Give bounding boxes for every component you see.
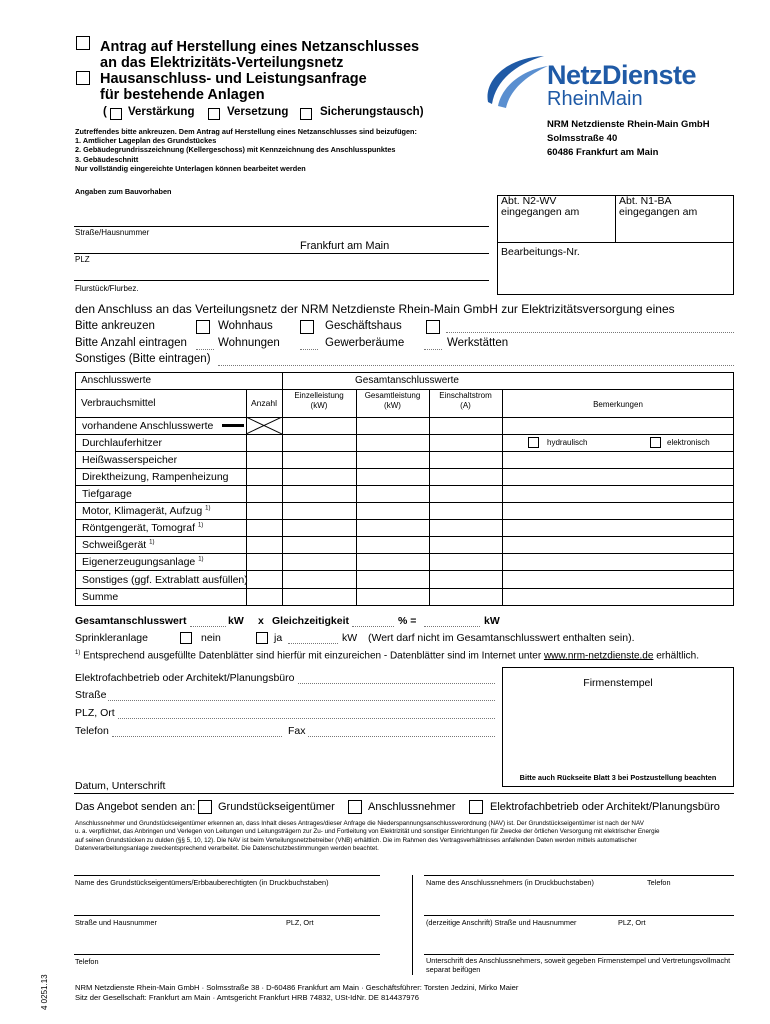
label-send-owner: Grundstückseigentümer — [218, 801, 335, 813]
checkbox-send-contractor[interactable] — [469, 800, 483, 814]
checkbox-sprinkler-ja[interactable] — [256, 632, 268, 644]
unit-kw-2: kW — [484, 615, 500, 627]
header-gesamtleistung — [356, 391, 429, 411]
row-schweissgeraet — [82, 539, 154, 551]
taker-address-label: (derzeitige Anschrift) Straße und Hausnummer — [426, 918, 577, 927]
checkbox-hausanschluss[interactable] — [76, 71, 90, 85]
header-anschlusswerte: Anschlusswerte — [81, 375, 152, 386]
row-roentgen — [82, 522, 203, 534]
flurstueck-line — [74, 280, 489, 281]
office-n1-line2: eingegangen am — [619, 206, 698, 218]
taker-address-line[interactable] — [424, 915, 734, 916]
processing-number-label: Bearbeitungs-Nr. — [501, 246, 580, 258]
crossed-out-cell-icon — [246, 417, 282, 434]
row-motor — [82, 505, 211, 517]
row-durchlauferhitzer: Durchlauferhitzer — [82, 437, 162, 449]
count-gewerbe-field[interactable] — [300, 349, 318, 350]
footnote-mark: 1) — [205, 505, 211, 512]
footnote — [75, 650, 699, 661]
project-heading: Angaben zum Bauvorhaben — [75, 187, 172, 196]
checkbox-send-owner[interactable] — [198, 800, 212, 814]
street-line — [74, 226, 489, 227]
city-value[interactable]: Frankfurt am Main — [300, 240, 390, 252]
header-einzelleistung — [282, 391, 356, 411]
office-n2-line2: eingegangen am — [501, 206, 580, 218]
count-wohnungen-field[interactable] — [196, 349, 214, 350]
footnote-text: Entsprechend ausgefüllte Datenblätter sind hierfür mit einzureichen - Datenblätter sind im Internet unter — [83, 650, 542, 662]
footer-line-1: NRM Netzdienste Rhein-Main GmbH · Solmsstraße 38 · D-60486 Frankfurt am Main · Geschäftsführer: Torsten Jedzini, Mirko Maier — [75, 983, 519, 992]
checkbox-sicherungstausch[interactable] — [300, 108, 312, 120]
title-line-1: Antrag auf Herstellung eines Netzanschlusses — [100, 39, 420, 55]
header-gesamtleistung-l2: (kW) — [384, 401, 401, 410]
contractor-street-label: Straße — [75, 689, 107, 701]
header-verbrauchsmittel: Verbrauchsmittel — [81, 398, 156, 409]
checkbox-hydraulisch[interactable] — [528, 437, 539, 448]
footnote-end: erhältlich. — [656, 650, 700, 662]
footnote-mark: 1) — [75, 650, 81, 656]
tick-label: Bitte ankreuzen — [75, 320, 155, 332]
contractor-field[interactable] — [298, 683, 495, 684]
stamp-label: Firmenstempel — [583, 677, 653, 689]
note-line-2: 1. Amtlicher Lageplan des Grundstückes — [75, 136, 217, 146]
header-bemerkungen: Bemerkungen — [593, 400, 643, 409]
legal-line-3: auf seinen Grundstücken zu dulden (§§ 5, 10, 12). Die NAV ist beim Verteilungsnetzbetreiber (VNB) erhältlich. Die im Rahmen des Vertragsverhältnisses anfallenden Daten werden mittels automatischer — [75, 836, 637, 844]
option-versetzung: Versetzung — [227, 106, 289, 118]
taker-signature-line[interactable] — [424, 954, 734, 955]
checkbox-elektronisch[interactable] — [650, 437, 661, 448]
title-line-4: für bestehende Anlagen — [100, 87, 265, 103]
row-direktheizung: Direktheizung, Rampenheizung — [82, 471, 229, 483]
other-field[interactable] — [218, 365, 734, 366]
title-line-2: an das Elektrizitäts-Verteilungsnetz — [100, 55, 344, 71]
owner-name-label: Name des Grundstückseigentümers/Erbbauberechtigten (in Druckbuchstaben) — [75, 878, 329, 887]
form-number: 4 0251.13 — [40, 974, 49, 1010]
gleichzeitigkeit-label: Gleichzeitigkeit — [272, 615, 350, 627]
label-gewerberaeume: Gewerberäume — [325, 337, 405, 349]
row-motor-text: Motor, Klimagerät, Aufzug — [82, 505, 203, 517]
other-label: Sonstiges (Bitte eintragen) — [75, 353, 211, 365]
gleichzeitigkeit-field[interactable] — [352, 626, 394, 627]
label-send-contractor: Elektrofachbetrieb oder Architekt/Planungsbüro — [490, 801, 720, 813]
row-roentgen-text: Röntgengerät, Tomograf — [82, 522, 196, 534]
footnote-link[interactable]: www.nrm-netzdienste.de — [543, 650, 654, 662]
taker-plz-label: PLZ, Ort — [618, 918, 646, 927]
header-anzahl: Anzahl — [251, 398, 277, 408]
note-line-4: 3. Gebäudeschnitt — [75, 154, 139, 164]
checkbox-send-taker[interactable] — [348, 800, 362, 814]
paren-open: ( — [103, 106, 107, 118]
unit-kw-3: kW — [342, 632, 358, 644]
checkbox-wohnhaus[interactable] — [196, 320, 210, 334]
contractor-fax-field[interactable] — [308, 736, 495, 737]
legal-text — [75, 820, 737, 854]
taker-phone-label: Telefon — [647, 878, 671, 887]
header-einschaltstrom-l1: Einschaltstrom — [439, 391, 492, 400]
label-elektronisch: elektronisch — [667, 438, 710, 447]
contractor-phone-label: Telefon — [75, 725, 109, 737]
header-gesamtanschlusswerte: Gesamtanschlusswerte — [355, 375, 459, 386]
option-sicherungstausch: Sicherungstausch) — [320, 106, 424, 118]
recipient-address — [547, 118, 710, 160]
office-n2-label — [501, 196, 579, 218]
option-verstaerkung: Verstärkung — [128, 106, 195, 118]
office-box-hline — [497, 242, 734, 243]
result-field[interactable] — [424, 626, 480, 627]
contractor-phone-field[interactable] — [112, 736, 282, 737]
stamp-note: Bitte auch Rückseite Blatt 3 bei Postzustellung beachten — [519, 773, 717, 782]
label-wohnhaus: Wohnhaus — [218, 320, 273, 332]
label-ja: ja — [274, 632, 283, 644]
gesamt-field[interactable] — [190, 626, 226, 627]
section-divider — [74, 793, 734, 794]
signature-divider — [412, 875, 413, 975]
contractor-label: Elektrofachbetrieb oder Architekt/Planungsbüro — [75, 672, 295, 684]
sprinkler-note: (Wert darf nicht im Gesamtanschlusswert enthalten sein). — [368, 632, 635, 644]
sprinkler-label: Sprinkleranlage — [75, 632, 148, 644]
checkbox-geschaeftshaus[interactable] — [300, 320, 314, 334]
footer-text — [75, 983, 518, 1003]
owner-phone-line[interactable] — [74, 954, 380, 955]
taker-name-line[interactable] — [424, 875, 734, 876]
row-tiefgarage: Tiefgarage — [82, 488, 132, 500]
dash-marker — [222, 424, 244, 427]
taker-signature-l2: separat beifügen — [426, 965, 481, 974]
row-eigenerzeugung — [82, 556, 204, 568]
checkbox-netzanschluss[interactable] — [76, 36, 90, 50]
note-line-3: 2. Gebäudegrundrisszeichnung (Kellergeschoss) mit Kennzeichnung des Anschlusspunktes — [75, 145, 396, 155]
label-wohnungen: Wohnungen — [218, 337, 280, 349]
label-nein: nein — [201, 632, 221, 644]
footnote-mark: 1) — [198, 556, 204, 563]
send-to-label: Das Angebot senden an: — [75, 801, 196, 813]
row-vorhandene: vorhandene Anschlusswerte — [82, 420, 214, 432]
street-label: Straße/Hausnummer — [75, 228, 150, 237]
logo-text-rheinmain: RheinMain — [547, 88, 643, 110]
header-einzelleistung-l2: (kW) — [310, 401, 328, 410]
owner-street-label: Straße und Hausnummer — [75, 918, 157, 927]
header-einschaltstrom-l2: (A) — [460, 401, 471, 410]
note-line-5: Nur vollständig eingereichte Unterlagen können bearbeitet werden — [75, 163, 306, 173]
office-n1-line1: Abt. N1-BA — [619, 195, 672, 207]
header-gesamtleistung-l1: Gesamtleistung — [364, 391, 421, 400]
label-hydraulisch: hydraulisch — [547, 438, 588, 447]
row-sonstiges: Sonstiges (ggf. Extrablatt ausfüllen) — [82, 574, 248, 586]
row-heisswasserspeicher: Heißwasserspeicher — [82, 454, 178, 466]
plz-label: PLZ — [75, 255, 90, 264]
count-werkstaetten-field[interactable] — [424, 349, 442, 350]
logo-text-netzdienste: NetzDienste — [547, 60, 697, 90]
owner-street-line[interactable] — [74, 915, 380, 916]
contractor-plz-label: PLZ, Ort — [75, 707, 115, 719]
legal-line-4: Datenverarbeitungsanlage zweckentsprechend verarbeitet. Die Datenschutzbestimmungen werden beachtet. — [75, 845, 379, 853]
office-n1-label — [619, 196, 697, 218]
address-company: NRM Netzdienste Rhein-Main GmbH — [547, 119, 710, 130]
office-n2-line1: Abt. N2-WV — [501, 195, 557, 207]
checkbox-other-type[interactable] — [426, 320, 440, 334]
checkbox-versetzung[interactable] — [208, 108, 220, 120]
date-signature-label: Datum, Unterschrift — [75, 780, 166, 792]
title-line-3: Hausanschluss- und Leistungsanfrage — [100, 71, 367, 87]
other-type-line[interactable] — [446, 332, 734, 333]
contractor-plz-field[interactable] — [118, 718, 495, 719]
footnote-mark: 1) — [197, 522, 204, 529]
label-geschaeftshaus: Geschäftshaus — [325, 320, 402, 332]
netzdienste-logo-icon — [482, 52, 552, 110]
times-sign: x — [258, 615, 264, 627]
footnote-mark: 1) — [149, 539, 155, 546]
taker-signature-l1: Unterschrift des Anschlussnehmers, soweit gegeben Firmenstempel und Vertretungsvollmacht — [426, 956, 731, 965]
legal-line-1: Anschlussnehmer und Grundstückseigentümer erkennen an, dass Inhalt dieses Antrages/dieser Anfrage die Niederspannungsanschlussverordnung (NAV) ist. Der Grundstückseigentümer ist nach der NAV — [75, 820, 644, 827]
attachment-notes — [75, 127, 417, 173]
contractor-street-field[interactable] — [108, 700, 495, 701]
checkbox-sprinkler-nein[interactable] — [180, 632, 192, 644]
address-city: 60486 Frankfurt am Main — [547, 147, 659, 158]
count-label: Bitte Anzahl eintragen — [75, 337, 187, 349]
taker-signature-label — [426, 956, 730, 974]
header-einschaltstrom — [429, 391, 502, 411]
plz-line — [74, 253, 489, 254]
row-eigen-text: Eigenerzeugungsanlage — [82, 556, 196, 568]
legal-line-2: u. a. verpflichtet, das Anbringen und Verlegen von Leitungen und Leitungsträgern zur Zu- und Fortleitung von Elektrizität und sonstiger Einrichtungen für Zwecke der örtlichen Versorgung mit elektrischer Energie — [75, 828, 660, 836]
percent-equals: % = — [398, 615, 417, 627]
sprinkler-field[interactable] — [288, 643, 338, 644]
label-send-taker: Anschlussnehmer — [368, 801, 456, 813]
unit-kw-1: kW — [228, 615, 244, 627]
taker-name-label: Name des Anschlussnehmers (in Druckbuchstaben) — [426, 878, 594, 887]
address-street: Solmsstraße 40 — [547, 133, 618, 144]
checkbox-verstaerkung[interactable] — [110, 108, 122, 120]
connection-intro: den Anschluss an das Verteilungsnetz der NRM Netzdienste Rhein-Main GmbH zur Elektrizitätsversorgung eines — [75, 302, 675, 316]
flurstueck-label: Flurstück/Flurbez. — [75, 284, 139, 293]
owner-phone-label: Telefon — [75, 957, 99, 966]
label-werkstaetten: Werkstätten — [447, 337, 509, 349]
gesamt-label: Gesamtanschlusswert — [75, 615, 187, 627]
owner-plz-label: PLZ, Ort — [286, 918, 314, 927]
note-line-1: Zutreffendes bitte ankreuzen. Dem Antrag auf Herstellung eines Netzanschlusses sind beizufügen: — [75, 127, 417, 136]
header-einzelleistung-l1: Einzelleistung — [294, 391, 344, 400]
owner-name-line[interactable] — [74, 875, 380, 876]
row-schweiss-text: Schweißgerät — [82, 539, 147, 551]
office-box-divider — [615, 195, 616, 242]
contractor-fax-label: Fax — [288, 725, 306, 737]
footer-line-2: Sitz der Gesellschaft: Frankfurt am Main · Amtsgericht Frankfurt HRB 74832, USt-IdNr. DE 814437976 — [75, 993, 419, 1002]
row-summe: Summe — [82, 591, 119, 603]
